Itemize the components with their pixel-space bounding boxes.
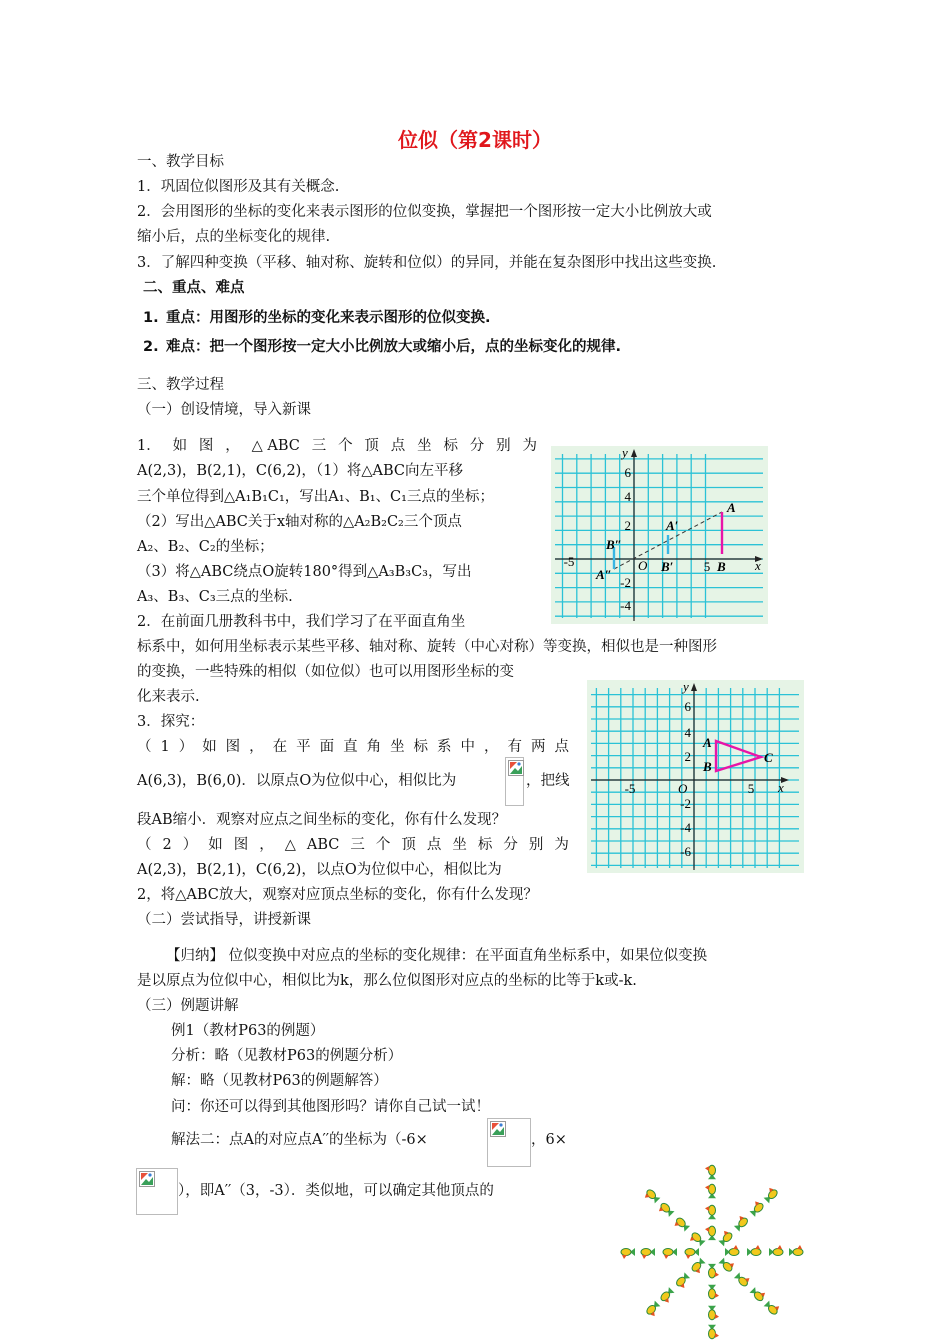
justified-word: 平 <box>296 739 311 755</box>
q3b-line-1 <box>137 834 569 856</box>
q3b-line-3: 2，将△ABC放大，观察对应顶点坐标的变化，你有什么发现？ <box>137 887 538 903</box>
section-heading-objectives: 一、教学目标 <box>137 154 224 170</box>
justified-word: 图 <box>225 739 241 755</box>
broken-image-icon <box>508 760 524 776</box>
fish-icon <box>690 1258 708 1276</box>
justified-word: ， <box>249 739 264 755</box>
justified-word: 有 <box>507 739 522 755</box>
alt-solution-c: ），即A′′（3，-3）．类似地，可以确定其他顶点的 <box>178 1183 494 1199</box>
figure-background <box>587 680 804 873</box>
justified-word: 坐 <box>417 438 432 454</box>
justified-word: 点 <box>426 837 442 853</box>
justified-word: 面 <box>319 739 335 755</box>
q1-line-3: 三个单位得到△A₁B₁C₁，写出A₁、B₁、C₁三点的坐标； <box>137 489 494 505</box>
justified-word: 别 <box>496 438 511 454</box>
fish-icon <box>708 1264 719 1278</box>
subsection-3: （三）例题讲解 <box>137 998 239 1014</box>
fish-pattern <box>621 1165 803 1338</box>
fraction-image <box>505 757 524 806</box>
fish-icon <box>705 1205 716 1219</box>
justified-word: 直 <box>343 739 358 755</box>
q2-line-3: 的变换，一些特殊的相似（如位似）也可以用图形坐标的变 <box>137 664 514 680</box>
justified-word: 图 <box>233 837 249 853</box>
justified-word: △ ABC <box>251 438 300 454</box>
fish-icon <box>643 1188 661 1206</box>
q3a-line-2-end: ，把线 <box>526 773 570 789</box>
point-label-A1: A′ <box>666 518 679 533</box>
y-tick: 4 <box>684 725 691 740</box>
keypoint-1-number: 1. <box>143 310 159 326</box>
justified-word: 标 <box>477 837 493 853</box>
fish-icon <box>705 1226 716 1240</box>
point-label-B2: B″ <box>606 537 622 552</box>
fish-icon <box>645 1301 663 1319</box>
origin-label: O <box>638 558 648 573</box>
fish-icon <box>747 1199 765 1217</box>
y-tick: -4 <box>620 598 631 613</box>
justified-word: ） <box>182 837 198 853</box>
fish-icon <box>708 1285 719 1299</box>
q1-line-7: A₃、B₃、C₃三点的坐标. <box>137 589 293 605</box>
justified-word: 为 <box>554 837 569 853</box>
fish-icon <box>641 1248 655 1259</box>
fish-icon <box>659 1287 677 1305</box>
justified-word: 1． <box>137 438 161 454</box>
fish-icon <box>685 1248 699 1259</box>
coordinate-figure-1 <box>551 446 768 624</box>
keypoint-2: 难点：把一个图形按一定大小比例放大或缩小后，点的坐标变化的规律. <box>166 339 622 355</box>
y-tick: 2 <box>684 749 691 764</box>
justified-word: 图 <box>198 438 214 454</box>
x-axis-label: x <box>778 780 784 795</box>
fish-icon <box>718 1255 736 1273</box>
justified-word: 三 <box>311 438 327 454</box>
justified-word: 角 <box>366 739 382 755</box>
y-tick: 4 <box>624 489 631 504</box>
justified-word: 点 <box>390 438 406 454</box>
alt-solution-a: 解法二：点A的对应点A′′的坐标为（-6× <box>171 1132 428 1148</box>
fish-icon <box>708 1306 719 1320</box>
justified-word: ） <box>178 739 194 755</box>
fish-icon <box>750 1285 768 1303</box>
objective-2-cont: 缩小后，点的坐标变化的规律. <box>137 229 331 245</box>
justified-word: 如 <box>202 739 217 755</box>
example-1: 例1（教材P63的例题） <box>171 1023 325 1039</box>
page-title: 位似（第2课时） <box>398 128 552 152</box>
justified-word: ， <box>225 438 240 454</box>
y-axis-label: y <box>683 680 689 694</box>
section-heading-process: 三、教学过程 <box>137 377 224 393</box>
q3a-line-1 <box>137 736 569 758</box>
fish-icon <box>764 1298 782 1316</box>
y-tick: 6 <box>684 699 691 714</box>
justified-word: 别 <box>528 837 544 853</box>
justified-word: 如 <box>172 438 188 454</box>
y-axis-label: y <box>622 446 628 460</box>
objective-2: 2．会用图形的坐标的变化来表示图形的位似变换，掌握把一个图形按一定大小比例放大或 <box>137 204 712 220</box>
y-tick: -4 <box>680 820 691 835</box>
coordinate-figure-2 <box>587 680 804 873</box>
fish-icon <box>725 1245 739 1256</box>
subsection-1: （一）创设情境，导入新课 <box>137 402 311 418</box>
y-tick: 6 <box>624 465 631 480</box>
x-tick: 5 <box>703 559 711 574</box>
x-tick: -5 <box>563 554 575 569</box>
keypoint-2-number: 2. <box>143 339 159 355</box>
y-tick: 2 <box>624 518 631 533</box>
fish-icon <box>708 1325 719 1339</box>
point-label-A: A <box>703 735 712 750</box>
justified-word: △ <box>284 837 296 853</box>
justified-word: 2 <box>162 837 172 853</box>
justified-word: 如 <box>208 837 223 853</box>
justified-word: 标 <box>413 739 429 755</box>
justified-word: 个 <box>375 837 391 853</box>
q3a-line-2: A(6,3)，B(6,0)．以原点O为位似中心，相似比为 <box>137 773 457 789</box>
section-heading-keypoints: 二、重点、难点 <box>143 280 245 296</box>
broken-image-icon <box>490 1121 506 1137</box>
justified-word: 标 <box>443 438 458 454</box>
example-analysis: 分析：略（见教材P63的例题分析） <box>171 1048 403 1064</box>
example-solution: 解：略（见教材P63的例题解答） <box>171 1073 388 1089</box>
fish-icon <box>621 1248 635 1259</box>
point-label-B1: B′ <box>661 559 674 574</box>
justified-word: 系 <box>437 739 452 755</box>
fish-icon <box>789 1245 803 1256</box>
justified-word: 坐 <box>452 837 467 853</box>
decorative-fish-pattern <box>612 1160 812 1342</box>
subsection-2: （二）尝试指导，讲授新课 <box>137 912 311 928</box>
example-question: 问：你还可以得到其他图形吗？请你自己试一试！ <box>171 1099 490 1115</box>
q1-line-6: （3）将△ABC绕点O旋转180°得到△A₃B₃C₃，写出 <box>137 564 472 580</box>
q1-line-5: A₂、B₂、C₂的坐标； <box>137 539 274 555</box>
fish-icon <box>769 1245 783 1256</box>
justified-word: 分 <box>503 837 518 853</box>
point-label-B: B <box>703 759 712 774</box>
q2-line-2: 标系中，如何用坐标表示某些平移、轴对称、旋转（中心对称）等变换，相似也是一种图形 <box>137 639 717 655</box>
broken-image-icon <box>139 1171 155 1187</box>
q2-line-1: 2．在前面几册教科书中，我们学习了在平面直角坐 <box>137 614 466 630</box>
q1-line-4: （2）写出△ABC关于x轴对称的△A₂B₂C₂三个顶点 <box>137 514 462 530</box>
fish-icon <box>688 1231 706 1249</box>
q3a-line-3: 段AB缩小．观察对应点之间坐标的变化，你有什么发现？ <box>137 812 507 828</box>
fraction-image <box>487 1118 531 1167</box>
q3-heading: 3．探究： <box>137 714 205 730</box>
fish-icon <box>732 1214 750 1232</box>
fish-icon <box>734 1270 752 1288</box>
fish-icon <box>761 1186 779 1204</box>
point-label-A: A <box>727 500 736 515</box>
summary-line-1: 【归纳】 位似变换中对应点的坐标的变化规律：在平面直角坐标系中，如果位似变换 <box>166 948 708 964</box>
point-label-B: B <box>717 559 726 574</box>
x-axis-label: x <box>755 558 761 573</box>
fish-icon <box>747 1245 761 1256</box>
fish-icon <box>657 1201 675 1219</box>
point-label-A2: A″ <box>596 567 612 582</box>
fish-icon <box>663 1248 677 1259</box>
objective-3: 3．了解四种变换（平移、轴对称、旋转和位似）的异同，并能在复杂图形中找出这些变换. <box>137 255 717 271</box>
summary-line-2: 是以原点为位似中心，相似比为k，那么位似图形对应点的坐标的比等于k或-k. <box>137 973 637 989</box>
justified-word: 顶 <box>364 438 379 454</box>
q2-line-4: 化来表示. <box>137 689 200 705</box>
justified-word: 两 <box>530 739 546 755</box>
q1-line-2: A(2,3)，B(2,1)，C(6,2)，（1）将△ABC向左平移 <box>137 463 463 479</box>
fraction-image <box>136 1168 178 1215</box>
x-tick: -5 <box>624 781 636 796</box>
justified-word: 中 <box>460 739 476 755</box>
fish-icon <box>672 1216 690 1234</box>
justified-word: ABC <box>306 837 340 853</box>
justified-word: （ <box>137 739 152 755</box>
fish-icon <box>675 1272 693 1290</box>
justified-word: 1 <box>160 739 170 755</box>
y-tick: -2 <box>680 796 691 811</box>
justified-word: 三 <box>350 837 365 853</box>
x-tick: 5 <box>747 781 755 796</box>
origin-label: O <box>678 781 688 796</box>
q1-line-1 <box>137 435 537 457</box>
fish-icon <box>716 1229 734 1247</box>
justified-word: ， <box>259 837 274 853</box>
justified-word: 在 <box>272 739 288 755</box>
justified-word: 个 <box>338 438 353 454</box>
point-label-C: C <box>764 750 773 765</box>
fish-icon <box>705 1165 716 1179</box>
objective-1: 1．巩固位似图形及其有关概念. <box>137 179 340 195</box>
justified-word: 顶 <box>401 837 416 853</box>
justified-word: ， <box>484 739 499 755</box>
alt-solution-b: ，6× <box>531 1132 567 1148</box>
justified-word: 为 <box>522 438 537 454</box>
keypoint-1: 重点：用图形的坐标的变化来表示图形的位似变换. <box>166 310 491 326</box>
justified-word: （ <box>137 837 152 853</box>
fish-icon <box>705 1184 716 1198</box>
justified-word: 坐 <box>390 739 405 755</box>
y-tick: -2 <box>620 575 631 590</box>
justified-word: 分 <box>469 438 485 454</box>
q3b-line-2: A(2,3)，B(2,1)，C(6,2)，以点O为位似中心，相似比为 <box>137 862 502 878</box>
justified-word: 点 <box>554 739 569 755</box>
y-tick: -6 <box>680 844 691 859</box>
